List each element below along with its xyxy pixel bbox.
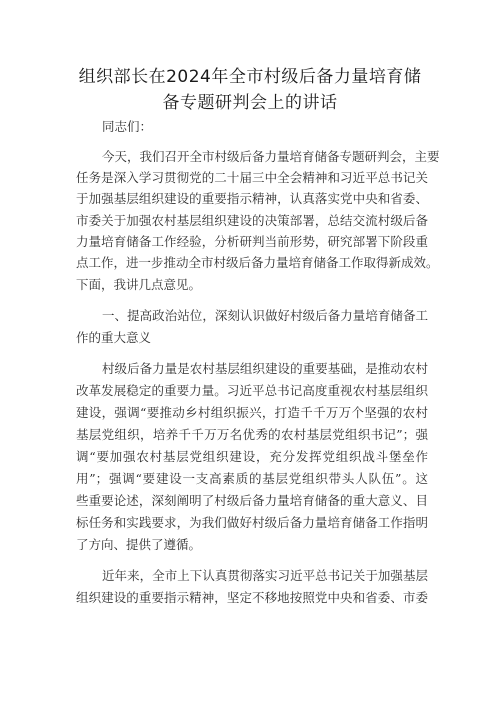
- paragraph-line: 近年来，全市上下认真贯彻落实习近平总书记关于加强基层: [102, 568, 428, 583]
- document-title-line-2: 备专题研判会上的讲话: [162, 93, 338, 113]
- document-title-line-1: 组织部长在2024年全市村级后备力量培育储: [78, 67, 422, 87]
- paragraph-line: 今天，我们召开全市村级后备力量培育储备专题研判会，主要: [102, 149, 440, 164]
- paragraph-line: 市委关于加强农村基层组织建设的决策部署，总结交流村级后备: [76, 213, 428, 228]
- paragraph-line: 改革发展稳定的重要力量。习近平总书记高度重视农村基层组织: [76, 383, 428, 398]
- greeting: 同志们：: [102, 119, 153, 134]
- paragraph-line: 调“要加强农村基层党组织建设，充分发挥党组织战斗堡垒作: [76, 449, 428, 464]
- paragraph-line: 基层党组织，培养千千万万名优秀的农村基层党组织书记”；强: [76, 427, 428, 442]
- paragraph-line: 些重要论述，深刻阐明了村级后备力量培育储备的重大意义、目: [76, 493, 428, 508]
- paragraph-line: 标任务和实践要求，为我们做好村级后备力量培育储备工作指明: [76, 515, 428, 530]
- paragraph-line: 下面，我讲几点意见。: [76, 277, 202, 292]
- paragraph-line: 用”；强调“要建设一支高素质的基层党组织带头人队伍”。这: [76, 471, 428, 486]
- paragraph-line: 组织建设的重要指示精神，坚定不移地按照党中央和省委、市委: [76, 590, 428, 605]
- paragraph-line: 任务是深入学习贯彻党的二十届三中全会精神和习近平总书记关: [76, 170, 428, 185]
- paragraph-line: 力量培育储备工作经验，分析研判当前形势，研究部署下阶段重: [76, 234, 428, 249]
- paragraph-line: 建设，强调“要推动乡村组织振兴，打造千千万万个坚强的农村: [76, 405, 428, 420]
- section-heading-line: 一、提高政治站位，深刻认识做好村级后备力量培育储备工: [102, 308, 428, 323]
- paragraph-line: 了方向、提供了遵循。: [76, 537, 202, 552]
- paragraph-line: 点工作，进一步推动全市村级后备力量培育储备工作取得新成效。: [76, 255, 439, 270]
- section-heading-line: 作的重大意义: [76, 330, 152, 345]
- paragraph-line: 于加强基层组织建设的重要指示精神，认真落实党中央和省委、: [76, 191, 428, 206]
- paragraph-line: 村级后备力量是农村基层组织建设的重要基础，是推动农村: [102, 361, 428, 376]
